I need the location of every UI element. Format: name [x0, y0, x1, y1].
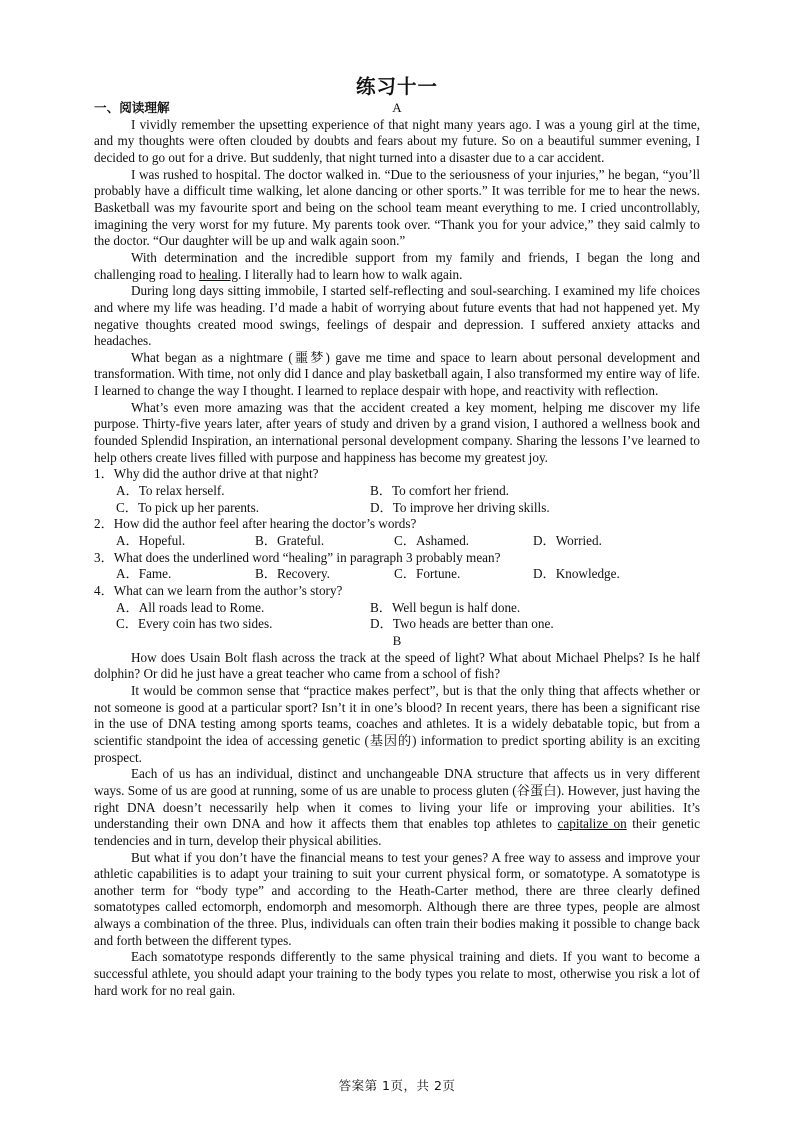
option-b: B．To comfort her friend.	[370, 483, 509, 499]
question-stem: 3．What does the underlined word “healing” in paragraph 3 probably mean?	[94, 549, 501, 565]
question-stem: 1．Why did the author drive at that night?	[94, 466, 319, 482]
option-a: A．Hopeful.	[116, 533, 186, 549]
passage-b-paragraph-3-text: Each of us has an individual, distinct and unchangeable DNA structure that affects us in very different ways. Some of us are good at running, some of us are unable to process gluten (谷蛋白). However, just having the right DNA doesn’t necessarily help when it comes to living your life or improving your abilities. It’s understanding their own DNA and how it affects them that enables top athletes to	[94, 766, 700, 832]
option-a: A．To relax herself.	[116, 483, 225, 499]
passage-a-paragraph-3-text: With determination and the incredible support from my family and friends, I began the long and challenging road to	[94, 249, 700, 282]
option-c: C．Fortune.	[394, 566, 461, 582]
passage-a-letter: A	[392, 100, 402, 115]
passage-a-paragraph-5: What began as a nightmare (噩梦) gave me time and space to learn about personal development and transformation. With time, not only did I dance and play basketball again, I also transformed my entire way of life. I learned to change the way I thought. I learned to replace despair with hope, and reactivity with reflection.	[94, 349, 700, 399]
option-c: C．Every coin has two sides.	[116, 616, 273, 632]
passage-a-paragraph-6: What’s even more amazing was that the accident created a key moment, helping me discover my life purpose. Thirty-five years later, after years of study and driven by a grand vision, I authored a wellness book and founded Splendid Inspiration, an international personal development company. Sharing the lessons I’ve learned to help others create lives filled with purpose and happiness has become my greatest joy.	[94, 399, 700, 465]
option-d: D．Two heads are better than one.	[370, 616, 554, 632]
option-row	[94, 500, 700, 517]
option-d: D．To improve her driving skills.	[370, 499, 550, 515]
option-row	[94, 483, 700, 500]
document-body	[94, 100, 700, 999]
option-a: A．Fame.	[116, 566, 172, 582]
question-stem: 2．How did the author feel after hearing the doctor’s words?	[94, 516, 417, 532]
passage-b-paragraph-3-text-end: their genetic tendencies and in turn, develop their physical abilities.	[94, 816, 700, 848]
passage-b-paragraph-5: Each somatotype responds differently to the same physical training and diets. If you want to become a successful athlete, you should adapt your training to the body types you relate to most, otherwise you risk a lot of hard work for no real gain.	[94, 949, 700, 998]
underlined-word-healing: healing	[199, 266, 238, 282]
question-4	[94, 583, 700, 633]
passage-a-paragraph-3	[94, 250, 700, 283]
question-stem: 4．What can we learn from the author’s story?	[94, 583, 343, 599]
passage-b-paragraph-1: How does Usain Bolt flash across the track at the speed of light? What about Michael Phelps? Is he half dolphin? Or did he just have a great teacher who came from a school of fish?	[94, 649, 700, 682]
page-footer: 答案第 1页，共 2页	[338, 1078, 456, 1093]
option-a: A．All roads lead to Rome.	[116, 599, 265, 615]
passage-b-paragraph-4: But what if you don’t have the financial means to test your genes? A free way to assess and improve your athletic capabilities is to adapt your training to suit your current physical form, or somatotype. A somatotype is another term for “body type” and according to the Heath-Carter method, there are three clearly defined somatotypes called ectomorph, endomorph and mesomorph. Although there are three types, people are almost always a combination of the three. Plus, individuals can often train their bodies making it possible to change back and forth between the different types.	[94, 849, 700, 948]
option-c: C．To pick up her parents.	[116, 499, 260, 515]
option-row	[94, 616, 700, 633]
question-2	[94, 516, 700, 549]
passage-a-paragraph-2: I was rushed to hospital. The doctor walked in. “Due to the seriousness of your injuries,” he began, “you’ll probably have a difficult time walking, let alone dancing or other sports.” It was terrible for me to hear the news. Basketball was my favourite sport and being on the school team meant everything to me. I cried uncontrollably, imagining the very worst for my future. My parents took over. “Thank you for your advice,” they said calmly to the doctor. “Our daughter will be up and walk again soon.”	[94, 166, 700, 249]
option-b: B．Well begun is half done.	[370, 599, 521, 615]
section-header	[94, 100, 700, 117]
option-c: C．Ashamed.	[394, 533, 470, 549]
option-row	[94, 600, 700, 617]
section-heading: 一、阅读理解	[94, 100, 170, 115]
option-row	[94, 566, 700, 583]
passage-b-letter: B	[392, 632, 402, 648]
option-d: D．Worried.	[533, 533, 602, 549]
passage-a-paragraph-4: During long days sitting immobile, I started self-reflecting and soul-searching. I examined my life choices and where my life was heading. I’d made a habit of worrying about future events that had not happened yet. My negative thoughts created mood swings, feelings of despair and depression. I suffered anxiety attacks and headaches.	[94, 283, 700, 349]
option-b: B．Recovery.	[255, 566, 330, 582]
passage-b-paragraph-3	[94, 766, 700, 849]
question-3	[94, 550, 700, 583]
page-title: 练习十一	[355, 75, 438, 98]
option-d: D．Knowledge.	[533, 566, 620, 582]
passage-a-paragraph-3-text-end: . I literally had to learn how to walk again.	[237, 266, 463, 282]
passage-b-paragraph-2: It would be common sense that “practice makes perfect”, but is that the only thing that affects whether or not someone is good at a particular sport? Isn’t it in one’s blood? In recent years, there has been a significant rise in the use of DNA testing among sports teams, coaches and athletes. It is a widely debatable topic, but from a scientific standpoint the idea of accessing genetic (基因的) information to predict sporting ability is an exciting prospect.	[94, 682, 700, 765]
passage-a-paragraph-1: I vividly remember the upsetting experience of that night many years ago. I was a young girl at the time, and my thoughts were often clouded by doubts and fears about my future. So on a beautiful summer evening, I decided to go out for a drive. But suddenly, that night turned into a disaster due to a car accident.	[94, 116, 700, 165]
question-1	[94, 466, 700, 516]
option-b: B．Grateful.	[255, 533, 325, 549]
option-row	[94, 533, 700, 550]
underlined-phrase-capitalize-on: capitalize on	[557, 816, 627, 832]
